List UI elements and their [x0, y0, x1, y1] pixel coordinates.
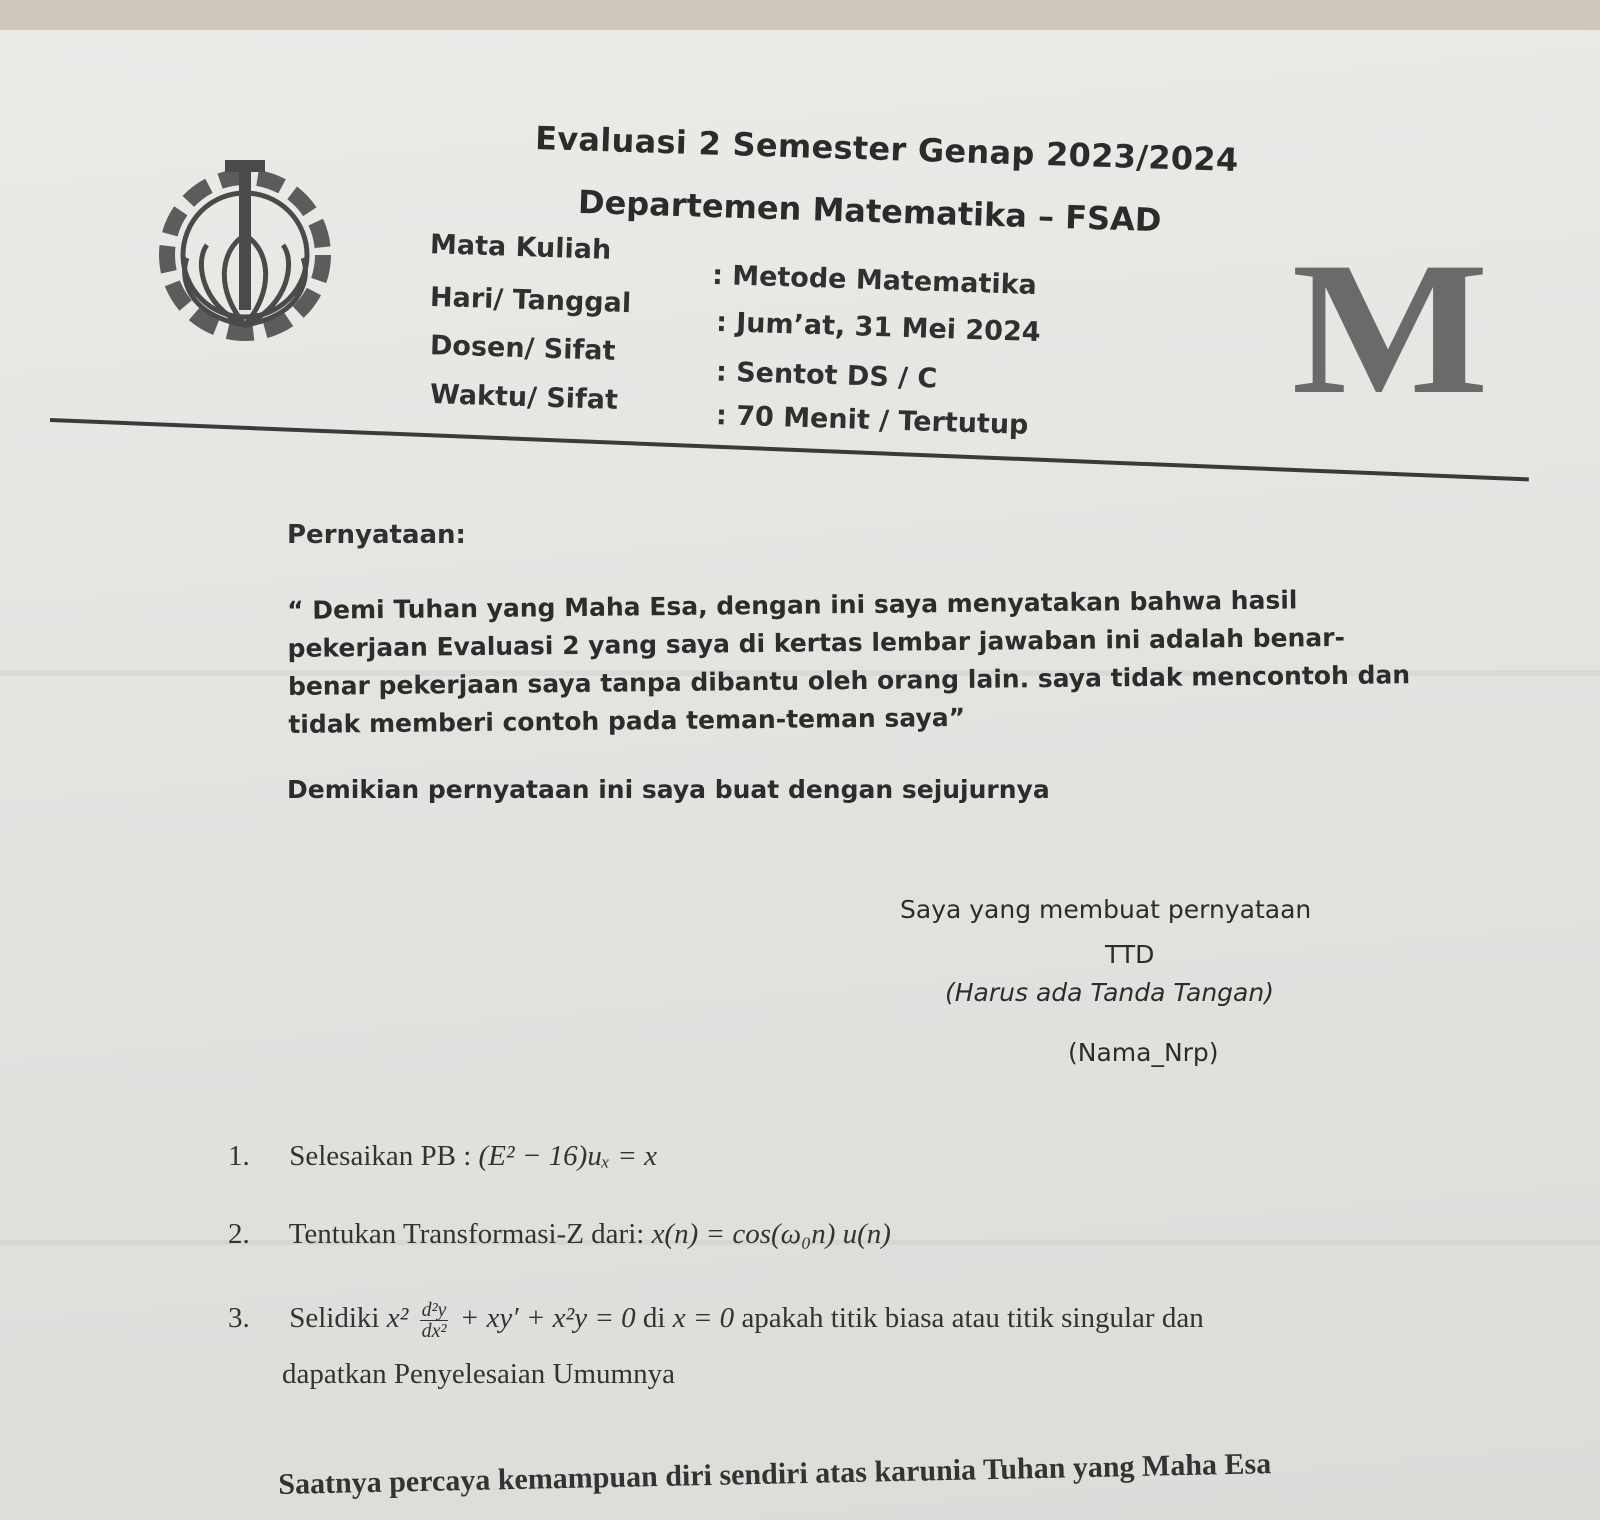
question-math: (E² − 16)uₓ = x: [478, 1140, 658, 1172]
question-number: 2.: [228, 1218, 250, 1250]
question-math: x = 0: [672, 1302, 735, 1335]
lecturer-label: Dosen/ Sifat: [429, 330, 616, 367]
question-math: + xy′ + x²y = 0: [459, 1302, 636, 1335]
statement-line: pekerjaan Evaluasi 2 yang saya di kertas lembar jawaban ini adalah benar-: [287, 622, 1346, 663]
statement-line: benar pekerjaan saya tanpa dibantu oleh orang lain. saya tidak mencontoh dan: [287, 660, 1411, 701]
exam-type-mark: M: [1291, 224, 1478, 434]
fraction-numerator: d²y: [421, 1299, 447, 1321]
statement-line: tidak memberi contoh pada teman-teman saya”: [288, 702, 966, 739]
statement-body: [287, 580, 1409, 744]
question-number: 1.: [228, 1140, 250, 1172]
question-number: 3.: [228, 1302, 250, 1335]
statement-line: “ Demi Tuhan yang Maha Esa, dengan ini saya menyatakan bahwa hasil: [287, 585, 1298, 625]
question-3-continued: dapatkan Penyelesaian Umumnya: [282, 1358, 675, 1390]
date-value: : Jum’at, 31 Mei 2024: [715, 306, 1042, 349]
signature-note: (Harus ada Tanda Tangan): [945, 978, 1274, 1007]
signature-ttd: TTD: [1105, 940, 1155, 969]
question-3: [228, 1300, 1204, 1341]
statement-heading: Pernyataan:: [287, 520, 466, 550]
exam-title: Evaluasi 2 Semester Genap 2023/2024: [534, 118, 1240, 180]
fraction-denominator: dx²: [421, 1320, 447, 1342]
question-math: x(n) = cos(ω₀n) u(n): [651, 1218, 891, 1250]
question-text: Tentukan Transformasi-Z dari:: [288, 1218, 652, 1250]
derivative-fraction: [420, 1300, 449, 1341]
course-value: : Metode Matematika: [711, 259, 1038, 302]
lecturer-value: : Sentot DS / C: [715, 356, 938, 395]
department-name: Departemen Matematika – FSAD: [577, 182, 1162, 240]
question-1: [228, 1140, 657, 1173]
question-2: [228, 1218, 891, 1251]
question-text: apakah titik biasa atau titik singular dan: [741, 1302, 1204, 1335]
question-text: Selidiki: [289, 1302, 387, 1335]
signature-name-nrp: (Nama_Nrp): [1068, 1038, 1219, 1067]
time-label: Waktu/ Sifat: [429, 379, 619, 416]
footer-motto: Saatnya percaya kemampuan diri sendiri atas karunia Tuhan yang Maha Esa: [278, 1447, 1272, 1501]
course-label: Mata Kuliah: [429, 229, 612, 266]
date-label: Hari/ Tanggal: [429, 281, 632, 320]
university-logo-icon: [145, 140, 345, 370]
time-value: : 70 Menit / Tertutup: [715, 400, 1029, 441]
question-text: di: [642, 1302, 673, 1335]
question-math: x²: [386, 1302, 409, 1335]
statement-closing: Demikian pernyataan ini saya buat dengan sejujurnya: [287, 775, 1050, 804]
signature-caption: Saya yang membuat pernyataan: [900, 895, 1312, 924]
question-text: Selesaikan PB :: [289, 1140, 479, 1172]
